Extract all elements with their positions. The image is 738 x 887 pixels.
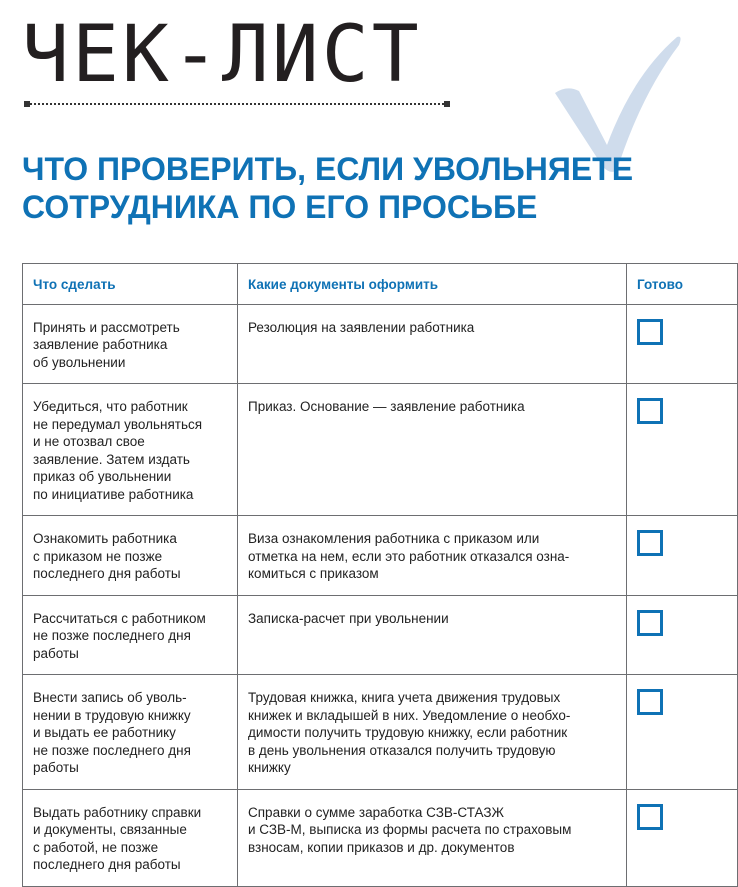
row-docs-cell: Трудовая книжка, книга учета движения трудовых книжек и вкладышей в них. Уведомление о необхо- димости получить трудовую книжку, если работник в день увольнения отказался получить трудовую книжку	[238, 675, 627, 790]
checklist-table	[22, 263, 738, 887]
row-what-cell: Убедиться, что работник не передумал увольняться и не отозвал свое заявление. Затем издать приказ об увольнении по инициативе работника	[23, 384, 238, 516]
row-done-cell	[627, 516, 738, 596]
done-checkbox[interactable]	[637, 530, 663, 556]
row-what-cell: Рассчитаться с работником не позже последнего дня работы	[23, 595, 238, 675]
row-done-cell	[627, 304, 738, 384]
row-docs-cell: Приказ. Основание — заявление работника	[238, 384, 627, 516]
table-row	[23, 384, 738, 516]
row-docs-cell: Резолюция на заявлении работника	[238, 304, 627, 384]
table-header-row	[23, 264, 738, 305]
row-done-cell	[627, 595, 738, 675]
done-checkbox[interactable]	[637, 804, 663, 830]
done-checkbox[interactable]	[637, 319, 663, 345]
column-header-what: Что сделать	[23, 264, 238, 305]
done-checkbox[interactable]	[637, 689, 663, 715]
table-row	[23, 595, 738, 675]
row-what-cell: Принять и рассмотреть заявление работника об увольнении	[23, 304, 238, 384]
row-done-cell	[627, 789, 738, 886]
row-what-cell: Выдать работнику справки и документы, связанные с работой, не позже последнего дня работы	[23, 789, 238, 886]
table-row	[23, 304, 738, 384]
row-what-cell: Ознакомить работника с приказом не позже последнего дня работы	[23, 516, 238, 596]
row-docs-cell: Справки о сумме заработка СЗВ-СТАЗЖ и СЗВ-М, выписка из формы расчета по страховым взносам, копии приказов и др. документов	[238, 789, 627, 886]
table-row	[23, 789, 738, 886]
row-docs-cell: Виза ознакомления работника с приказом или отметка на нем, если это работник отказался озна- комиться с приказом	[238, 516, 627, 596]
divider-end-dot	[24, 101, 30, 107]
row-what-cell: Внести запись об уволь- нении в трудовую книжку и выдать ее работнику не позже последнего дня работы	[23, 675, 238, 790]
divider-end-dot	[444, 101, 450, 107]
row-done-cell	[627, 384, 738, 516]
column-header-done: Готово	[627, 264, 738, 305]
done-checkbox[interactable]	[637, 398, 663, 424]
row-docs-cell: Записка-расчет при увольнении	[238, 595, 627, 675]
table-row	[23, 516, 738, 596]
row-done-cell	[627, 675, 738, 790]
checklist-subtitle: ЧТО ПРОВЕРИТЬ, ЕСЛИ УВОЛЬНЯЕТЕ СОТРУДНИКА ПО ЕГО ПРОСЬБЕ	[22, 151, 634, 225]
table-row	[23, 675, 738, 790]
page-title: ЧЕК-ЛИСТ	[22, 10, 422, 100]
done-checkbox[interactable]	[637, 610, 663, 636]
title-divider	[26, 103, 448, 105]
column-header-docs: Какие документы оформить	[238, 264, 627, 305]
